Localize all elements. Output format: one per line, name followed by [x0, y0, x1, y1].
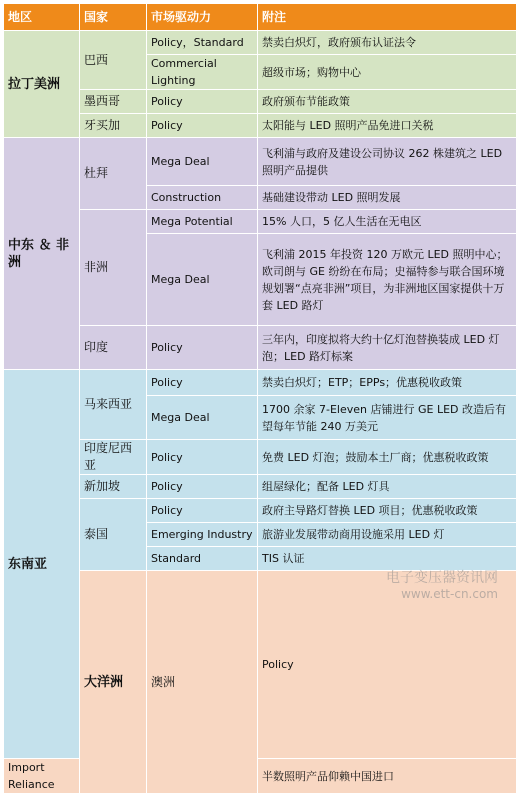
driver-cell: Policy — [258, 571, 517, 759]
note-cell: 基础建设带动 LED 照明发展 — [258, 186, 517, 210]
note-cell: 太阳能与 LED 照明产品免进口关税 — [258, 114, 517, 138]
table-row — [4, 571, 517, 759]
driver-cell: Policy — [147, 114, 258, 138]
note-cell: TIS 认证 — [258, 547, 517, 571]
watermark-text: 电子变压器资讯网 — [386, 570, 498, 586]
note-cell: 15% 人口，5 亿人生活在无电区 — [258, 210, 517, 234]
note-cell: 飞利浦与政府及建设公司协议 262 株建筑之 LED 照明产品提供 — [258, 138, 517, 186]
driver-cell: Construction — [147, 186, 258, 210]
driver-cell: Mega Deal — [147, 234, 258, 326]
table-row — [4, 138, 517, 186]
note-cell: 超级市场；购物中心 — [258, 55, 517, 90]
region-middle-east-africa: 中东 ＆ 非洲 — [4, 138, 80, 370]
country-malaysia: 马来西亚 — [80, 370, 147, 440]
country-thailand: 泰国 — [80, 499, 147, 571]
table-row — [4, 114, 517, 138]
note-cell: 组屋绿化；配备 LED 灯具 — [258, 475, 517, 499]
country-dubai: 杜拜 — [80, 138, 147, 210]
table-row — [4, 90, 517, 114]
country-brazil: 巴西 — [80, 31, 147, 90]
table-row — [4, 440, 517, 475]
region-latin-america: 拉丁美洲 — [4, 31, 80, 138]
driver-cell: Standard — [147, 547, 258, 571]
lighting-market-table — [3, 3, 517, 794]
note-cell: 半数照明产品仰赖中国进口 — [258, 759, 517, 794]
watermark-url: www.ett-cn.com — [401, 587, 498, 601]
driver-cell: Mega Deal — [147, 396, 258, 440]
country-jamaica: 牙买加 — [80, 114, 147, 138]
country-singapore: 新加坡 — [80, 475, 147, 499]
driver-cell: Policy — [147, 440, 258, 475]
driver-cell: Policy — [147, 326, 258, 370]
note-cell: 三年内，印度拟将大约十亿灯泡替换装成 LED 灯泡；LED 路灯标案 — [258, 326, 517, 370]
driver-cell: Import Reliance — [4, 759, 80, 794]
note-cell: 禁卖白炽灯，政府颁布认证法令 — [258, 31, 517, 55]
note-cell: 飞利浦 2015 年投资 120 万欧元 LED 照明中心；欧司朗与 GE 纷纷在布局；史福特参与联合国环境规划署“点亮非洲”项目，为非洲地区国家提供十万套 LED 路灯 — [258, 234, 517, 326]
table-row — [4, 210, 517, 234]
region-southeast-asia: 东南亚 — [4, 370, 80, 759]
note-cell: 免费 LED 灯泡；鼓励本土厂商；优惠税收政策 — [258, 440, 517, 475]
driver-cell: Emerging Industry — [147, 523, 258, 547]
table-row — [4, 475, 517, 499]
note-cell: 1700 余家 7-Eleven 店铺进行 GE LED 改造后有望每年节能 240 万美元 — [258, 396, 517, 440]
note-cell: 政府主导路灯替换 LED 项目；优惠税收政策 — [258, 499, 517, 523]
driver-cell: Policy — [147, 370, 258, 396]
header-region: 地区 — [4, 4, 80, 31]
country-australia: 澳洲 — [147, 571, 258, 794]
header-row — [4, 4, 517, 31]
driver-cell: Policy — [147, 475, 258, 499]
header-market-driver: 市场驱动力 — [147, 4, 258, 31]
table-row — [4, 370, 517, 396]
header-notes: 附注 — [258, 4, 517, 31]
table-row — [4, 31, 517, 55]
table-row — [4, 499, 517, 523]
country-indonesia: 印度尼西亚 — [80, 440, 147, 475]
country-india: 印度 — [80, 326, 147, 370]
table-row — [4, 326, 517, 370]
driver-cell: Policy，Standard — [147, 31, 258, 55]
note-cell: 旅游业发展带动商用设施采用 LED 灯 — [258, 523, 517, 547]
note-cell: 政府颁布节能政策 — [258, 90, 517, 114]
driver-cell: Mega Potential — [147, 210, 258, 234]
region-oceania: 大洋洲 — [80, 571, 147, 794]
note-cell: 禁卖白炽灯；ETP；EPPs；优惠税收政策 — [258, 370, 517, 396]
driver-cell: Commercial Lighting — [147, 55, 258, 90]
header-country: 国家 — [80, 4, 147, 31]
country-mexico: 墨西哥 — [80, 90, 147, 114]
country-africa: 非洲 — [80, 210, 147, 326]
driver-cell: Policy — [147, 90, 258, 114]
driver-cell: Policy — [147, 499, 258, 523]
lighting-market-table-container — [3, 3, 516, 791]
driver-cell: Mega Deal — [147, 138, 258, 186]
